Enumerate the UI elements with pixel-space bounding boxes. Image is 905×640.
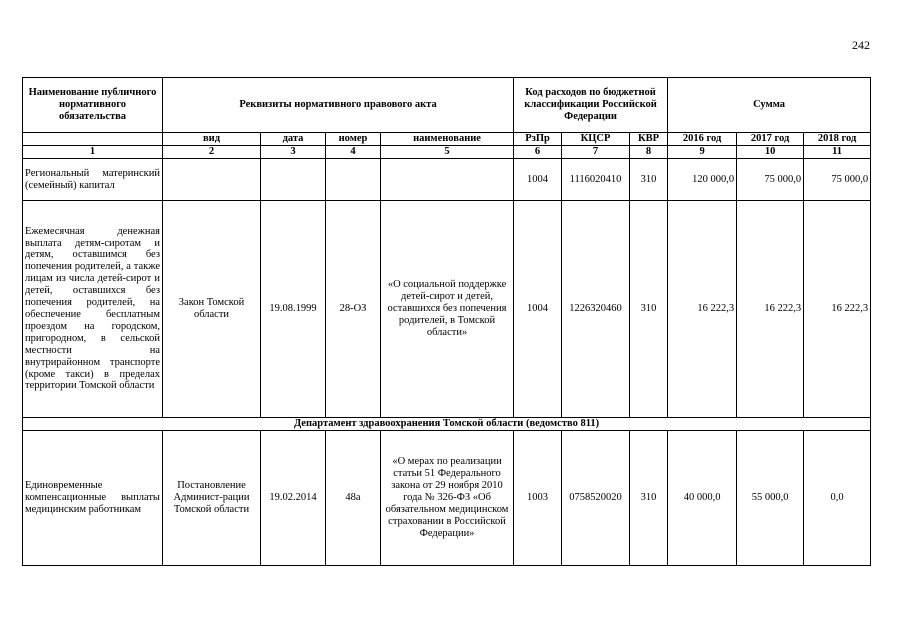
table-row xyxy=(23,159,871,201)
act-number: 48а xyxy=(326,431,381,566)
sum-2016: 120 000,0 xyxy=(668,159,737,201)
column-number: 1 xyxy=(23,146,163,159)
sum-2018: 75 000,0 xyxy=(804,159,871,201)
kvr-code: 310 xyxy=(630,201,668,418)
column-number: 2 xyxy=(163,146,261,159)
sum-2018: 16 222,3 xyxy=(804,201,871,418)
sum-2017: 55 000,0 xyxy=(737,431,804,566)
header-code: Код расходов по бюджетной классификации Российской Федерации xyxy=(514,78,668,133)
act-title: «О социальной поддержке детей-сирот и детей, оставшихся без попечения родителей, в Томской области» xyxy=(381,201,514,418)
column-number: 9 xyxy=(668,146,737,159)
kcsr-code: 0758520020 xyxy=(562,431,630,566)
page-number: 242 xyxy=(852,38,870,52)
subheader-rzpr: РзПр xyxy=(514,133,562,146)
act-kind xyxy=(163,159,261,201)
act-number xyxy=(326,159,381,201)
header-sum: Сумма xyxy=(668,78,871,133)
obligations-table xyxy=(22,77,871,566)
subheader-2017: 2017 год xyxy=(737,133,804,146)
act-kind: Постановление Админист-рации Томской области xyxy=(163,431,261,566)
act-date xyxy=(261,159,326,201)
sum-2016: 40 000,0 xyxy=(668,431,737,566)
subheader-empty xyxy=(23,133,163,146)
header-act: Реквизиты нормативного правового акта xyxy=(163,78,514,133)
column-number: 5 xyxy=(381,146,514,159)
column-number: 10 xyxy=(737,146,804,159)
column-number: 3 xyxy=(261,146,326,159)
kcsr-code: 1226320460 xyxy=(562,201,630,418)
subheader-date: дата xyxy=(261,133,326,146)
sum-2018: 0,0 xyxy=(804,431,871,566)
obligation-name: Ежемесячная денежная выплата детям-сиротам и детям, оставшимся без попечения родителей, а также лицам из числа детей-сирот и детей, оставшихся без попечения родителей, на обеспечение бесплатным проездом на городском, пригородном, в сельской местности на внутрирайонном транспорте (кроме такси) в пределах территории Томской области xyxy=(23,201,163,418)
obligation-name: Региональный материнский (семейный) капитал xyxy=(23,159,163,201)
subheader-2016: 2016 год xyxy=(668,133,737,146)
section-row xyxy=(23,418,871,431)
subheader-number: номер xyxy=(326,133,381,146)
column-number: 8 xyxy=(630,146,668,159)
column-number: 6 xyxy=(514,146,562,159)
column-number: 7 xyxy=(562,146,630,159)
subheader-title: наименование xyxy=(381,133,514,146)
act-number: 28-ОЗ xyxy=(326,201,381,418)
rzpr-code: 1004 xyxy=(514,159,562,201)
table-row xyxy=(23,431,871,566)
subheader-kind: вид xyxy=(163,133,261,146)
section-title: Департамент здравоохранения Томской области (ведомство 811) xyxy=(23,418,871,431)
obligation-name: Единовременные компенсационные выплаты медицинским работникам xyxy=(23,431,163,566)
sum-2017: 75 000,0 xyxy=(737,159,804,201)
sum-2017: 16 222,3 xyxy=(737,201,804,418)
sum-2016: 16 222,3 xyxy=(668,201,737,418)
header-obligation: Наименование публичного нормативного обязательства xyxy=(23,78,163,133)
act-title: «О мерах по реализации статьи 51 Федерального закона от 29 ноября 2010 года № 326-ФЗ «Об обязательном медицинском страховании в Российской Федерации» xyxy=(381,431,514,566)
column-number: 4 xyxy=(326,146,381,159)
kvr-code: 310 xyxy=(630,159,668,201)
act-date: 19.08.1999 xyxy=(261,201,326,418)
act-title xyxy=(381,159,514,201)
rzpr-code: 1003 xyxy=(514,431,562,566)
act-kind: Закон Томской области xyxy=(163,201,261,418)
subheader-kvr: КВР xyxy=(630,133,668,146)
kvr-code: 310 xyxy=(630,431,668,566)
table-row xyxy=(23,201,871,418)
rzpr-code: 1004 xyxy=(514,201,562,418)
column-number: 11 xyxy=(804,146,871,159)
act-date: 19.02.2014 xyxy=(261,431,326,566)
subheader-2018: 2018 год xyxy=(804,133,871,146)
kcsr-code: 1116020410 xyxy=(562,159,630,201)
subheader-kcsr: КЦСР xyxy=(562,133,630,146)
